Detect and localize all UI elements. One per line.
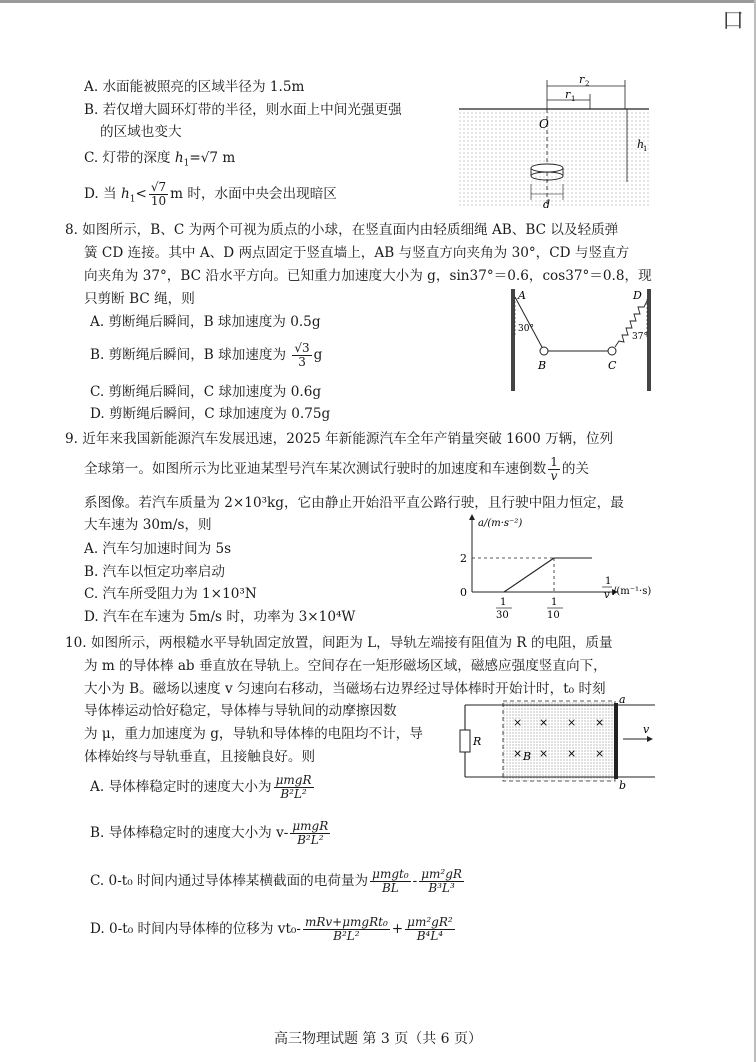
q10-stem-3: 大小为 B。磁场以速度 v 匀速向右移动，当磁场右边界经过导体棒时开始计时，t₀ 时刻 [84,681,606,697]
magnetic-field-region [503,701,615,781]
q8-option-d: D. 剪断绳后瞬间，C 球加速度为 0.75g [90,406,331,422]
water-region [459,109,649,207]
rope-ab [515,297,543,349]
q9-stem-2: 全球第一。如图所示为比亚迪某型号汽车某次测试行驶时的加速度和车速倒数 $\frac{1}{v}$ 的关 [84,455,590,483]
svg-text:×: × [513,716,523,729]
svg-text:×: × [567,747,577,760]
x-tick-1-num: 1 [500,597,507,608]
label-b: B [538,359,547,372]
q9-graph [452,512,662,620]
fraction: $\frac{\text{μmgR}}{\text{B²L²}}$ [275,773,312,801]
x-tick-2-den: 10 [547,610,560,620]
label-o: O [539,117,549,131]
label-b-field: B [523,750,532,763]
fraction: $\frac{\text{μmgR}}{\text{B²L²}}$ [292,819,329,847]
label-r2: r [579,73,585,86]
label-b: b [619,779,627,792]
q10-stem-1: 10. 如图所示，两根糙水平导轨固定放置，间距为 L，导轨左端接有阻值为 R 的电阻，质量 [65,635,613,651]
fraction: $\frac{\text{mRv+μmgRt₀}}{\text{B²L²}}$ [304,915,388,943]
q10-option-d: D. 0-t₀ 时间内导体棒的位移为 vt₀- $\frac{\text{mRv+μmgRt₀}}{\text{B²L²}}$ + $\frac{\text{μm²gR²}}{\text{B⁴L⁴}}$ [90,915,453,943]
resistor [460,730,470,752]
q10-stem-5: 为 μ，重力加速度为 g，导轨和导体棒的电阻均不计，导 [84,726,423,742]
q8-stem-1: 8. 如图所示，B、C 为两个可视为质点的小球，在竖直面内由轻质细绳 AB、BC 以及轻质弹 [65,222,619,238]
x-tick-1-den: 30 [496,610,509,620]
q10-stem-2: 为 m 的导体棒 ab 垂直放在导轨上。空间存在一矩形磁场区域，磁感应强度竖直向下， [84,658,607,674]
svg-text:×: × [513,747,523,760]
svg-text:1: 1 [643,145,648,153]
q8-option-a: A. 剪断绳后瞬间，B 球加速度为 0.5g [90,314,321,330]
q9-option-d: D. 汽车在车速为 5m/s 时，功率为 3×10⁴W [84,609,356,625]
q9-stem-4: 大车速为 30m/s，则 [84,517,212,533]
q8-stem-3: 向夹角为 37°，BC 沿水平方向。已知重力加速度大小为 g，sin37°＝0.6，cos37°＝0.8，现 [84,268,652,284]
label-a: A [518,289,526,302]
fraction: $\frac{\text{μm²gR}}{\text{B³L³}}$ [421,867,462,895]
angle-37: 37° [632,332,648,342]
svg-text:×: × [595,716,605,729]
ball-c [608,347,616,355]
label-c: C [608,359,617,372]
label-d: d [543,198,551,211]
x-label-unit: /(m⁻¹·s) [613,586,652,597]
q7-option-d: D. 当 $h_1<$ $\frac{√7}{10}$ m 时，水面中央会出现暗区 [84,180,337,208]
label-a: a [619,693,626,706]
y-tick-2: 2 [460,552,467,565]
graph-line-rising [504,558,554,592]
q10-figure [455,693,660,793]
svg-text:×: × [595,747,605,760]
label-r1: r [565,88,571,101]
angle-30: 30° [518,324,534,334]
q8-stem-4: 只剪断 BC 绳，则 [84,291,195,307]
label-r: R [473,735,482,748]
fraction: $\frac{√3}{3}$ [294,341,310,369]
svg-text:×: × [567,716,577,729]
q9-option-b: B. 汽车以恒定功率启动 [84,564,225,580]
page-footer: 高三物理试题 第 3 页（共 6 页） [273,1031,483,1047]
left-wall [511,289,515,391]
origin-label: 0 [460,586,467,599]
x-label-num: 1 [605,576,612,587]
q10-option-a: A. 导体棒稳定时的速度大小为 $\frac{\text{μmgR}}{\text{B²L²}}$ [90,773,312,801]
x-label-den: v [604,590,610,601]
label-h1: h [637,138,645,151]
scan-edge [0,0,756,3]
q9-stem-1: 9. 近年来我国新能源汽车发展迅速，2025 年新能源汽车全年产销量突破 1600 万辆，位列 [65,431,614,447]
q8-option-b: B. 剪断绳后瞬间，B 球加速度为 $\frac{√3}{3}$ g [90,341,323,369]
q10-stem-6: 体棒始终与导轨垂直，且接触良好。则 [84,749,316,765]
q7-option-b: B. 若仅增大圆环灯带的半径，则水面上中间光强更强 [84,102,402,118]
y-axis-label: a/(m·s⁻²) [478,518,523,529]
q10-stem-4: 导体棒运动恰好稳定，导体棒与导轨间的动摩擦因数 [84,703,397,719]
ball-b [540,347,548,355]
label-v: v [643,723,650,736]
q8-option-c: C. 剪断绳后瞬间，C 球加速度为 0.6g [90,384,322,400]
fraction: $\frac{1}{v}$ [550,455,558,483]
fraction: $\frac{\text{μm²gR²}}{\text{B⁴L⁴}}$ [407,915,453,943]
svg-text:2: 2 [585,80,590,88]
corner-mark: 口 [722,9,745,34]
q9-stem-3: 系图像。若汽车质量为 2×10³kg，它由静止开始沿平直公路行驶，且行驶中阻力恒定，最 [84,495,624,511]
ring-light [531,164,563,172]
fraction: $\frac{√7}{10}$ [150,180,167,208]
q8-stem-2: 簧 CD 连接。其中 A、D 两点固定于竖直墙上，AB 与竖直方向夹角为 30°，CD 与竖直方 [84,245,630,261]
q8-figure [505,285,660,395]
q9-option-c: C. 汽车所受阻力为 1×10³N [84,586,257,602]
q7-option-c: C. 灯带的深度 $h_1=√7$ m [84,150,236,169]
q10-option-b: B. 导体棒稳定时的速度大小为 v- $\frac{\text{μmgR}}{\text{B²L²}}$ [90,819,329,847]
fraction: $\frac{\text{μmgt₀}}{BL}$ [372,867,409,895]
label-d: D [633,289,642,302]
svg-text:×: × [539,716,549,729]
q9-option-a: A. 汽车匀加速时间为 5s [84,541,232,557]
q10-option-c: C. 0-t₀ 时间内通过导体棒某横截面的电荷量为 $\frac{\text{μmgt₀}}{BL}$ - $\frac{\text{μm²gR}}{\text{B³L³}}$ [90,867,462,895]
q7-option-a: A. 水面能被照亮的区域半径为 1.5m [84,79,305,95]
svg-text:1: 1 [571,95,576,103]
conductor-rod-ab [614,703,618,779]
svg-text:×: × [539,747,549,760]
q7-option-b-cont: 的区域也变大 [100,124,182,140]
x-tick-2-num: 1 [551,597,558,608]
q7-figure [455,72,660,212]
